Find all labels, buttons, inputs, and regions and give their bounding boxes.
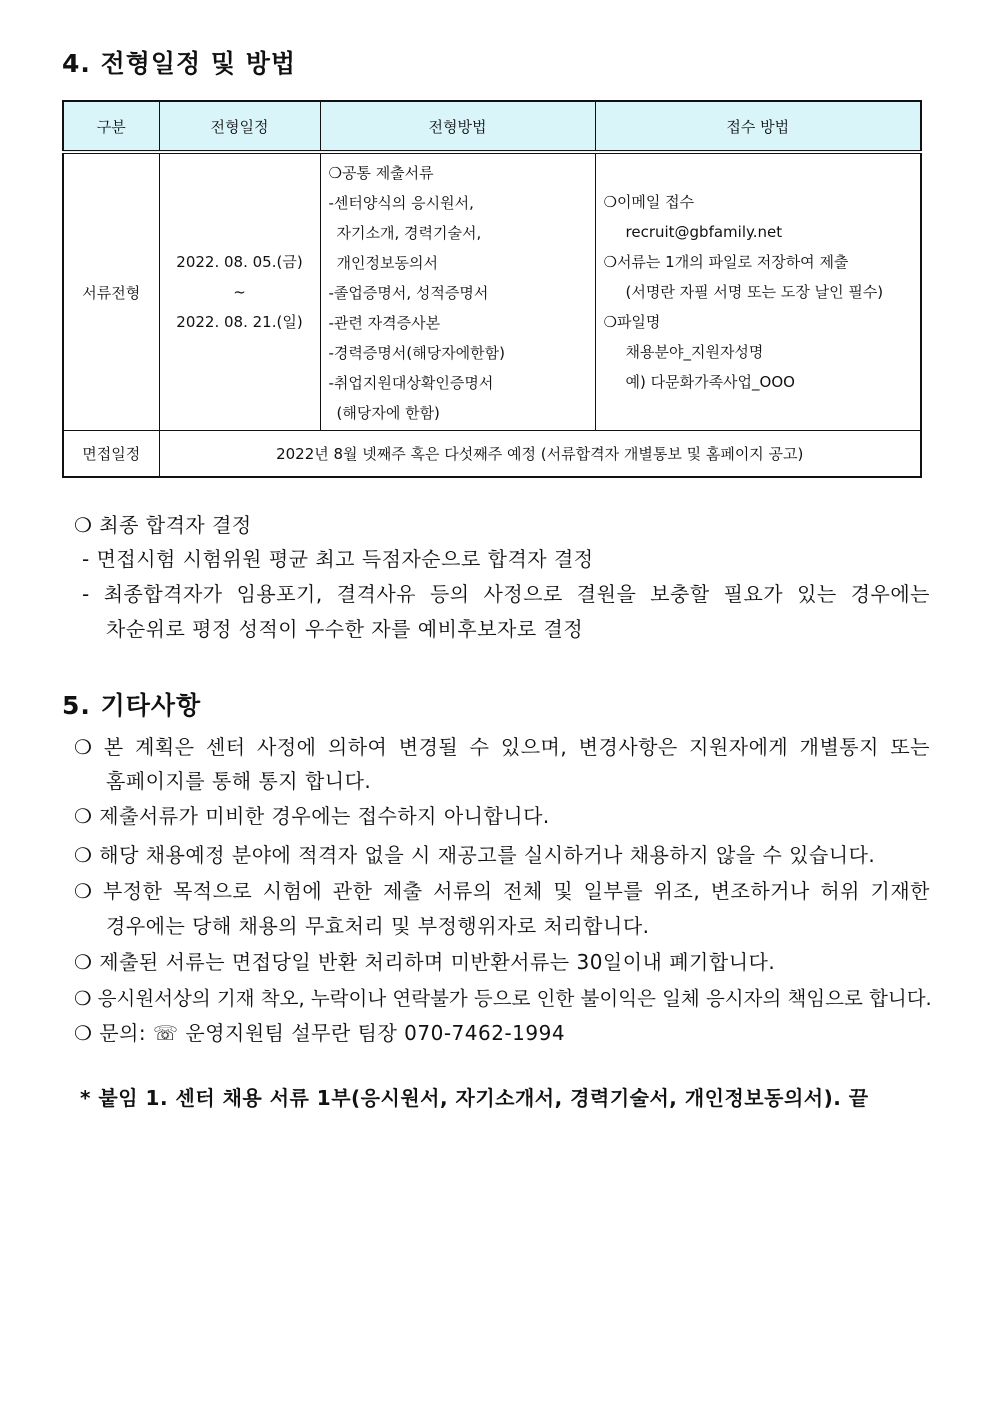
header-receipt: 접수 방법 (595, 101, 921, 152)
doc-row-label: 서류전형 (63, 152, 159, 431)
section5-title: 5. 기타사항 (62, 691, 202, 720)
etc-item-7-contact: ❍ 문의: ☏ 운영지원팀 설무란 팀장 070-7462-1994 (74, 1021, 566, 1045)
etc-item-3: ❍ 해당 채용예정 분야에 적격자 없을 시 재공고를 실시하거나 채용하지 않을 수 있습니다. (74, 843, 876, 867)
receipt-line: (서명란 자필 서명 또는 도장 날인 필수) (625, 283, 884, 301)
etc-item-1-line-2: 홈페이지를 통해 통지 합니다. (106, 769, 372, 793)
method-line: -졸업증명서, 성적증명서 (328, 284, 489, 302)
etc-item-4-line-2: 경우에는 당해 채용의 무효처리 및 부정행위자로 처리합니다. (106, 914, 650, 938)
etc-item-6: ❍ 응시원서상의 기재 착오, 누락이나 연락불가 등으로 인한 불이익은 일체 응시자의 책임으로 합니다. (74, 987, 932, 1010)
table-row-documents (63, 152, 921, 431)
method-line: ❍공통 제출서류 (328, 164, 434, 182)
doc-row-method (320, 152, 595, 431)
receipt-line: ❍파일명 (603, 313, 661, 331)
receipt-line: 채용분야_지원자성명 (625, 343, 764, 361)
receipt-line: ❍서류는 1개의 파일로 저장하여 제출 (603, 253, 849, 271)
method-line: (해당자에 한함) (336, 404, 440, 422)
etc-item-2: ❍ 제출서류가 미비한 경우에는 접수하지 아니합니다. (74, 804, 550, 828)
doc-row-dates (159, 152, 320, 431)
header-method: 전형방법 (320, 101, 595, 152)
doc-row-receipt (595, 152, 921, 431)
header-category: 구분 (63, 101, 159, 152)
method-line: -경력증명서(해당자에한함) (328, 344, 506, 362)
interview-row-label: 면접일정 (63, 431, 159, 477)
final-item-2-line-1: - 최종합격자가 임용포기, 결격사유 등의 사정으로 결원을 보충할 필요가 있는 경우에는 (82, 582, 930, 606)
final-item-1: - 면접시험 시험위원 평균 최고 득점자순으로 합격자 결정 (82, 547, 594, 571)
section4-title: 4. 전형일정 및 방법 (62, 49, 297, 78)
header-schedule: 전형일정 (159, 101, 320, 152)
receipt-line: ❍이메일 접수 (603, 193, 695, 211)
final-item-2-line-2: 차순위로 평정 성적이 우수한 자를 예비후보자로 결정 (106, 617, 584, 641)
method-line: -취업지원대상확인증명서 (328, 374, 494, 392)
table-row-interview (63, 431, 921, 477)
receipt-line: 예) 다문화가족사업_OOO (625, 373, 795, 391)
email-address[interactable]: recruit@gbfamily.net (625, 223, 783, 241)
method-line: 개인정보동의서 (336, 254, 438, 272)
method-line: 자기소개, 경력기술서, (336, 224, 482, 242)
method-line: -관련 자격증사본 (328, 314, 441, 332)
etc-item-5: ❍ 제출된 서류는 면접당일 반환 처리하며 미반환서류는 30일이내 폐기합니다. (74, 950, 776, 974)
date-separator: ~ (233, 283, 246, 301)
etc-item-4-line-1: ❍ 부정한 목적으로 시험에 관한 제출 서류의 전체 및 일부를 위조, 변조하거나 허위 기재한 (74, 879, 930, 903)
schedule-table (62, 100, 922, 478)
interview-row-text: 2022년 8월 넷째주 혹은 다섯째주 예정 (서류합격자 개별통보 및 홈페이지 공고) (159, 431, 921, 477)
etc-item-1-line-1: ❍ 본 계획은 센터 사정에 의하여 변경될 수 있으며, 변경사항은 지원자에게 개별통지 또는 (74, 735, 930, 759)
table-header-row (63, 101, 921, 152)
date-start: 2022. 08. 05.(금) (176, 253, 303, 271)
date-end: 2022. 08. 21.(일) (176, 313, 303, 331)
final-heading: ❍ 최종 합격자 결정 (74, 513, 252, 537)
method-line: -센터양식의 응시원서, (328, 194, 474, 212)
attachment-note: * 붙임 1. 센터 채용 서류 1부(응시원서, 자기소개서, 경력기술서, 개인정보동의서). 끝 (80, 1086, 869, 1110)
